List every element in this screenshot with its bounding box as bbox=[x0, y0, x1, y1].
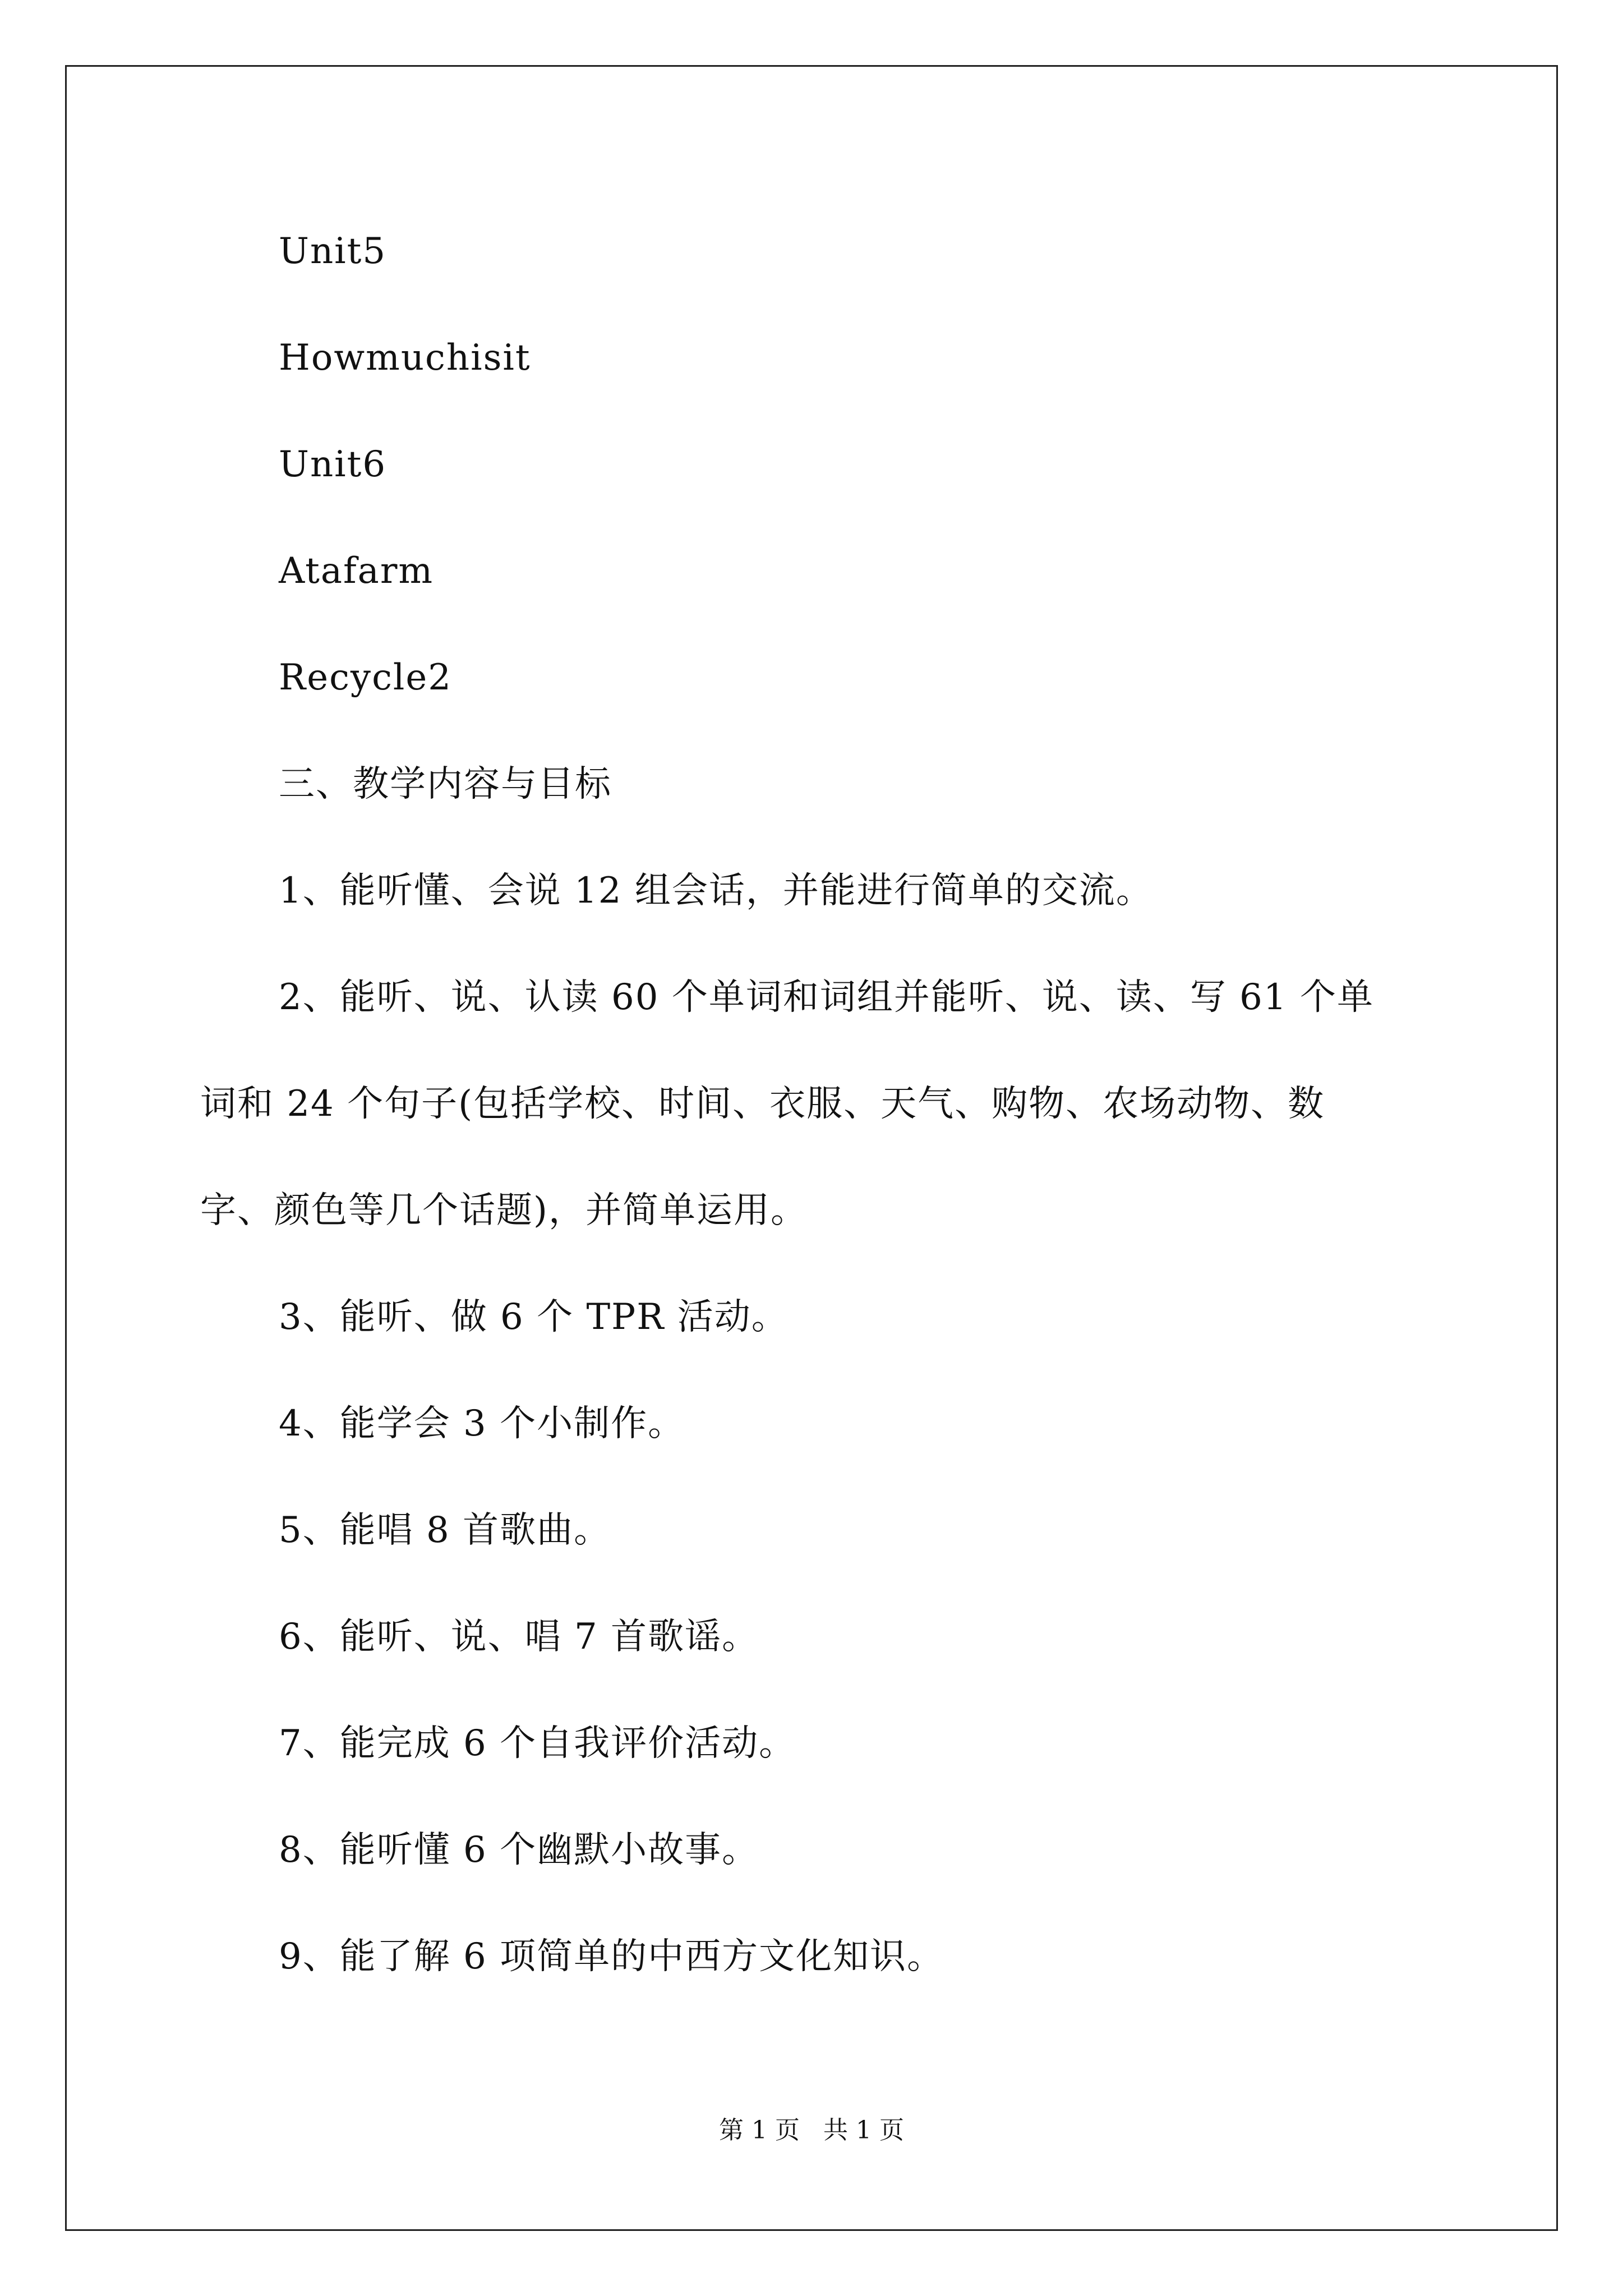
text-line-goal-4: 4、能学会 3 个小制作。 bbox=[279, 1403, 685, 1444]
text-line-at-a-farm: Atafarm bbox=[279, 550, 434, 592]
text-line-goal-8: 8、能听懂 6 个幽默小故事。 bbox=[279, 1829, 759, 1871]
text-line-goal-5: 5、能唱 8 首歌曲。 bbox=[279, 1510, 611, 1551]
text-line-goal-1: 1、能听懂、会说 12 组会话，并能进行简单的交流。 bbox=[279, 870, 1153, 912]
text-line-how-much: Howmuchisit bbox=[279, 337, 531, 379]
text-line-unit5: Unit5 bbox=[279, 231, 387, 272]
text-line-goal-3: 3、能听、做 6 个 TPR 活动。 bbox=[279, 1296, 789, 1338]
text-line-goal-9: 9、能了解 6 项简单的中西方文化知识。 bbox=[279, 1936, 944, 1977]
section-heading: 三、教学内容与目标 bbox=[279, 763, 612, 805]
text-line-unit6: Unit6 bbox=[279, 444, 387, 485]
text-line-recycle2: Recycle2 bbox=[279, 657, 452, 698]
page-number-footer: 第 1 页 共 1 页 bbox=[719, 2116, 904, 2145]
text-line-goal-7: 7、能完成 6 个自我评价活动。 bbox=[279, 1723, 796, 1764]
page-border bbox=[65, 65, 1558, 2231]
text-line-goal-6: 6、能听、说、唱 7 首歌谣。 bbox=[279, 1616, 759, 1658]
text-line-goal-2: 2、能听、说、认读 60 个单词和词组并能听、说、读、写 61 个单 bbox=[279, 977, 1374, 1018]
text-line-goal-2-end: 字、颜色等几个话题)，并简单运用。 bbox=[200, 1190, 808, 1231]
text-line-goal-2-cont: 词和 24 个句子(包括学校、时间、衣服、天气、购物、农场动物、数 bbox=[200, 1083, 1325, 1125]
